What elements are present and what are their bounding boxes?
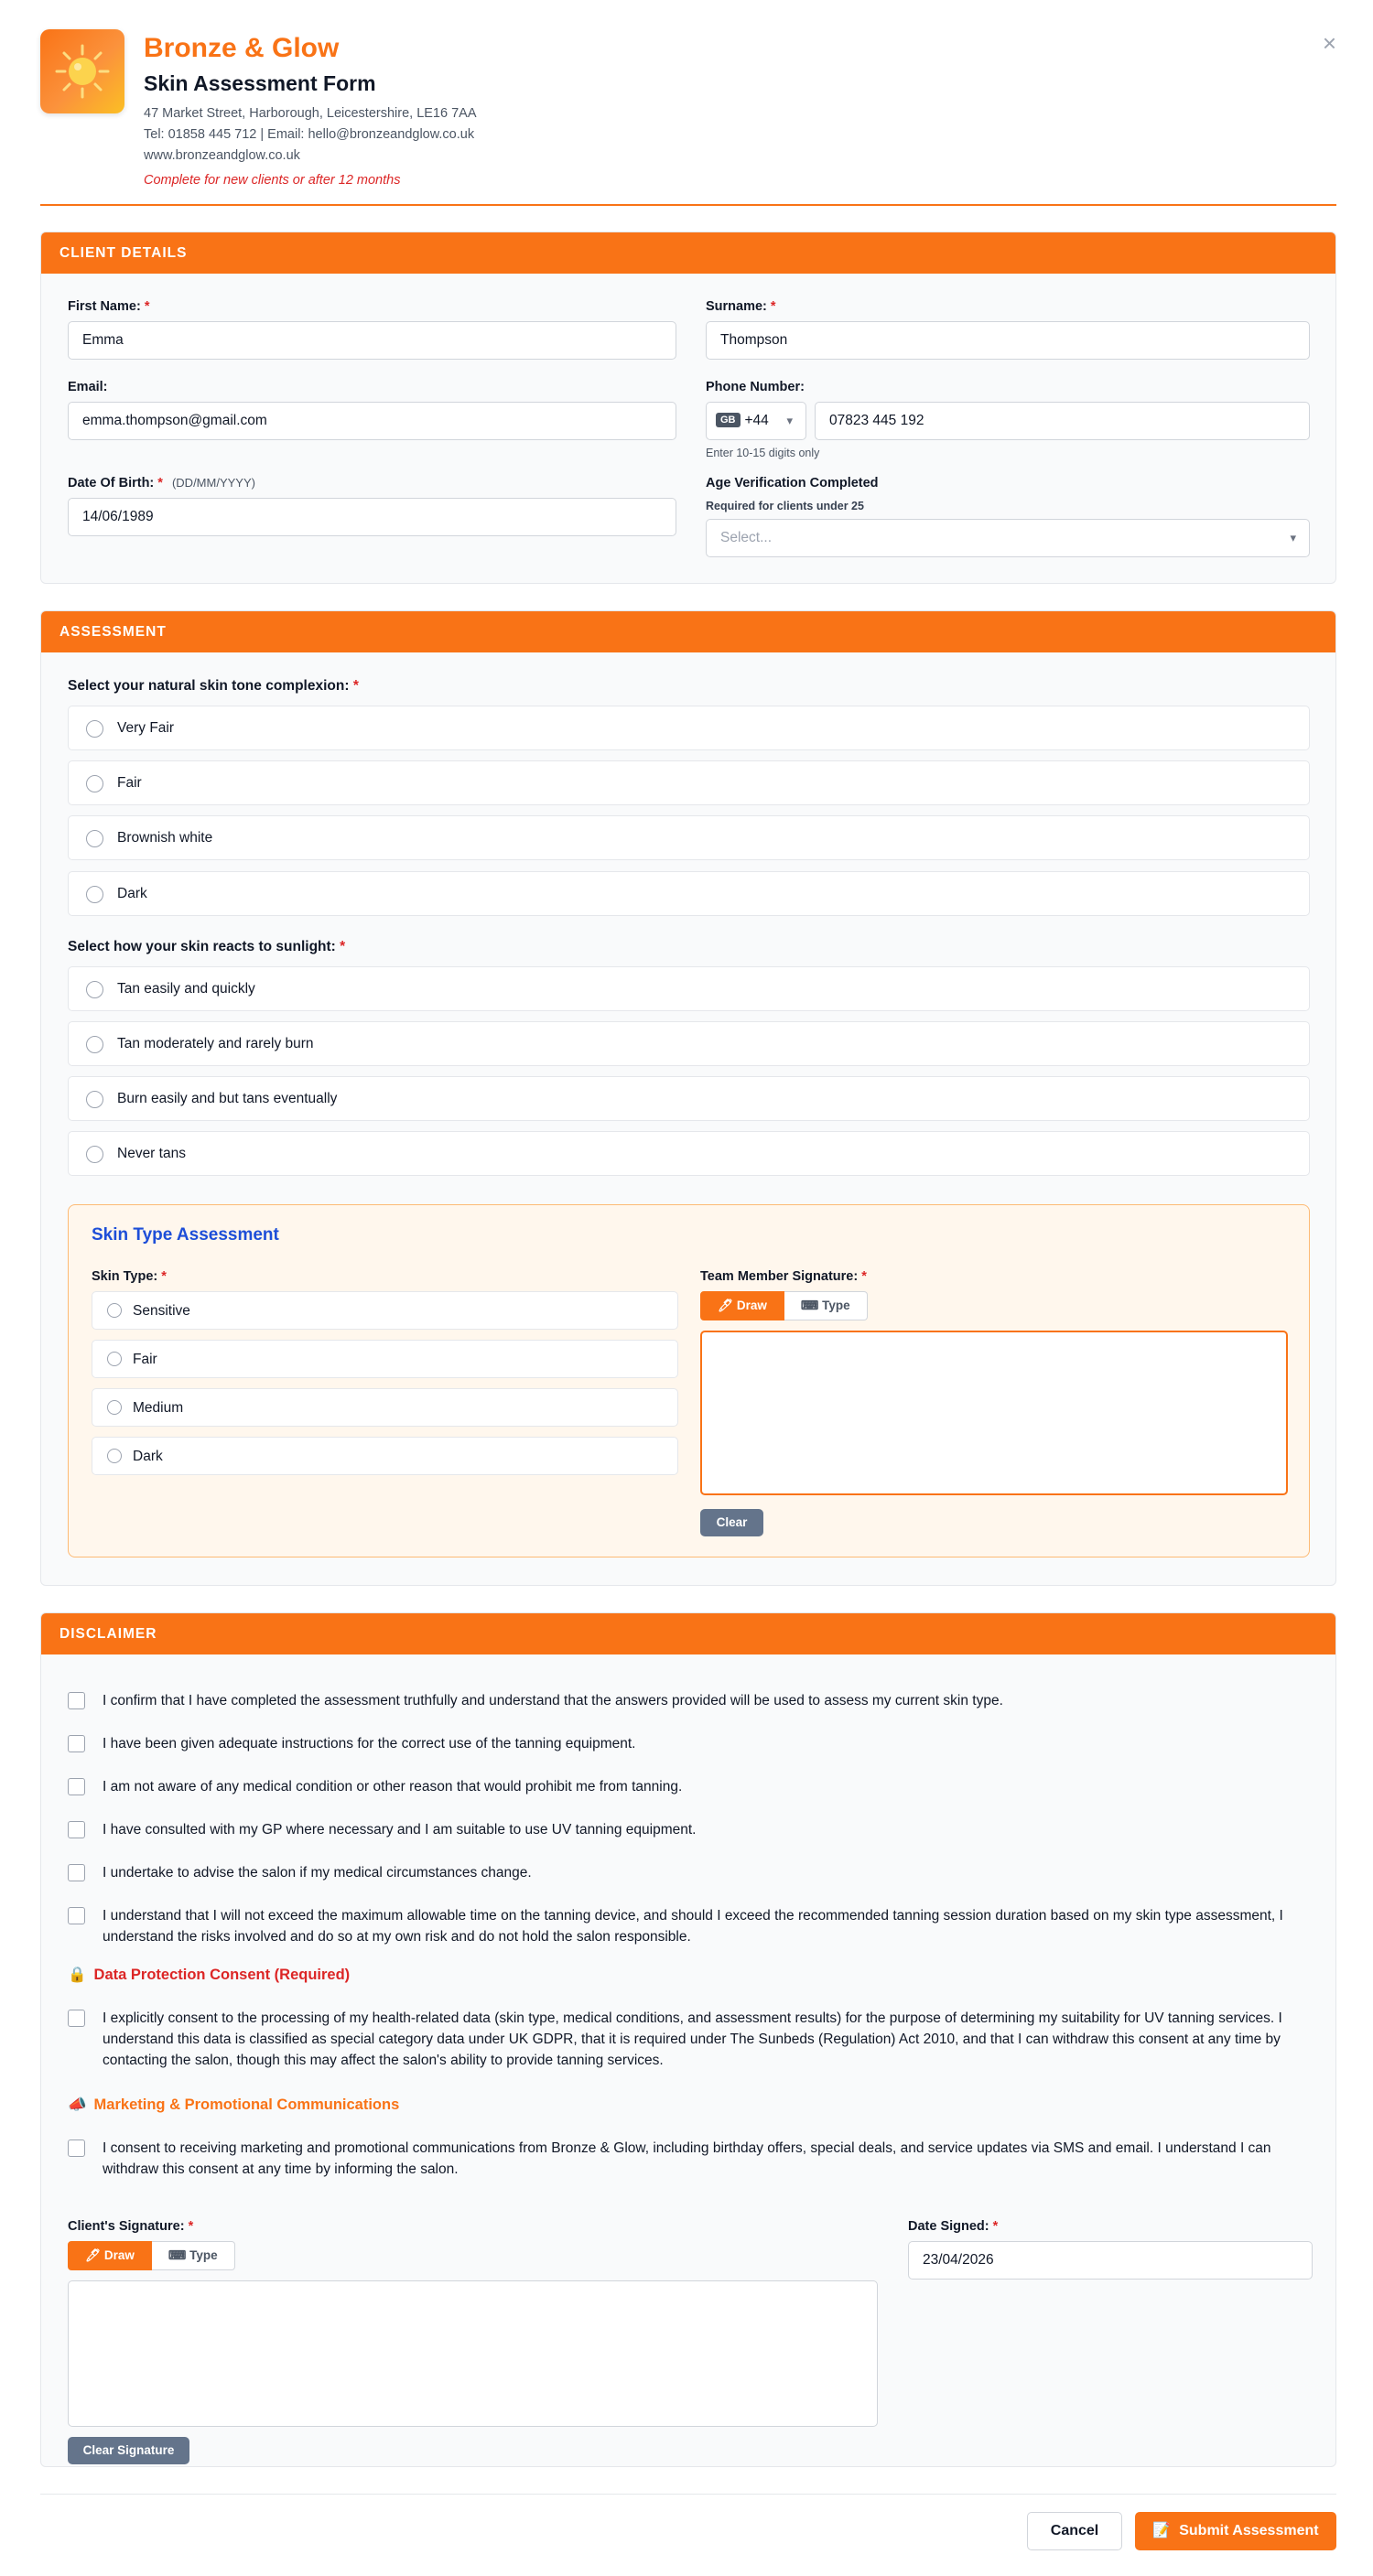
option-label: Medium (133, 1400, 184, 1416)
statement-text: I understand that I will not exceed the maximum allowable time on the tanning device, and should I exceed the recommended tanning session duration based on my skin type assessment, I understand the risks involved and do so at my own risk and do not hold the salon responsible. (103, 1908, 1283, 1945)
page-title: Skin Assessment Form (144, 71, 376, 95)
skin-type-label: Skin Type: * (92, 1269, 167, 1284)
sunlight-option[interactable] (68, 966, 1310, 1011)
dial-code: +44 (744, 413, 769, 428)
salon-contact: Tel: 01858 445 712 | Email: hello@bronzeandglow.co.uk (144, 127, 475, 142)
sunlight-option[interactable] (68, 1021, 1310, 1066)
submit-label: Submit Assessment (1179, 2523, 1319, 2538)
country-badge: GB (716, 413, 741, 427)
date-signed-input[interactable]: 23/04/2026 (908, 2241, 1313, 2280)
client-details-section (40, 232, 1336, 584)
checkbox[interactable] (68, 2139, 85, 2157)
radio-button[interactable] (86, 720, 103, 738)
option-label: Tan moderately and rarely burn (117, 1036, 314, 1051)
megaphone-icon: 📣 (68, 2096, 87, 2113)
radio-button[interactable] (86, 830, 103, 847)
data-protection-heading: 🔒 Data Protection Consent (Required) (68, 1967, 351, 1983)
radio-button[interactable] (107, 1352, 122, 1366)
team-signature-tabs (700, 1291, 868, 1320)
clear-team-signature-button[interactable]: Clear (700, 1509, 763, 1536)
client-signature-tabs (68, 2241, 235, 2270)
statement-text: I confirm that I have completed the assessment truthfully and understand that the answers provided will be used to assess my current skin type. (103, 1693, 1003, 1708)
age-verification-hint: Required for clients under 25 (706, 500, 864, 512)
sun-icon (53, 42, 112, 101)
assessment-heading: ASSESSMENT (41, 611, 1335, 652)
checkbox[interactable] (68, 1907, 85, 1924)
skin-type-option[interactable] (92, 1291, 678, 1330)
form-page (40, 27, 1336, 2538)
client-signature-pad[interactable] (68, 2280, 878, 2427)
draw-tab[interactable]: 🖊 Draw (700, 1291, 784, 1320)
option-label: Fair (117, 775, 142, 791)
sunlight-option[interactable] (68, 1076, 1310, 1121)
skin-type-assessment-box (68, 1204, 1310, 1557)
salon-address: 47 Market Street, Harborough, Leicestershire, LE16 7AA (144, 106, 477, 121)
skin-type-option[interactable] (92, 1388, 678, 1427)
lock-icon: 🔒 (68, 1967, 87, 1983)
email-input[interactable]: emma.thompson@gmail.com (68, 402, 676, 440)
disclaimer-heading: DISCLAIMER (41, 1613, 1335, 1654)
statement-text: I undertake to advise the salon if my medical circumstances change. (103, 1865, 532, 1881)
dob-label: Date Of Birth: * (DD/MM/YYYY) (68, 476, 255, 490)
form-header (40, 27, 1336, 206)
radio-button[interactable] (86, 1091, 103, 1108)
statement-text: I have been given adequate instructions for the correct use of the tanning equipment. (103, 1736, 636, 1751)
brand-logo (40, 29, 124, 113)
team-signature-label: Team Member Signature: * (700, 1269, 867, 1284)
option-label: Dark (117, 886, 147, 901)
radio-button[interactable] (107, 1449, 122, 1463)
surname-label: Surname: * (706, 299, 776, 314)
phone-input[interactable]: 07823 445 192 (815, 402, 1310, 440)
age-verification-select[interactable] (706, 519, 1310, 557)
checkbox[interactable] (68, 1821, 85, 1838)
date-signed-label: Date Signed: * (908, 2219, 999, 2234)
surname-input[interactable]: Thompson (706, 321, 1310, 360)
team-signature-pad[interactable] (700, 1331, 1288, 1495)
client-signature-label: Client's Signature: * (68, 2219, 194, 2234)
email-label: Email: (68, 380, 108, 394)
option-label: Very Fair (117, 720, 175, 736)
complexion-option[interactable] (68, 706, 1310, 750)
memo-icon: 📝 (1152, 2523, 1172, 2538)
radio-button[interactable] (86, 775, 103, 792)
submit-assessment-button[interactable] (1135, 2512, 1336, 2550)
radio-button[interactable] (86, 886, 103, 903)
radio-button[interactable] (86, 1146, 103, 1163)
phone-label: Phone Number: (706, 380, 805, 394)
complexion-option[interactable] (68, 871, 1310, 916)
draw-tab[interactable]: 🖊 Draw (68, 2241, 152, 2270)
option-label: Never tans (117, 1146, 186, 1161)
complexion-option[interactable] (68, 760, 1310, 805)
type-tab[interactable]: ⌨ Type (152, 2241, 235, 2270)
marketing-heading: 📣 Marketing & Promotional Communications (68, 2096, 400, 2113)
consent-text: I consent to receiving marketing and promotional communications from Bronze & Glow, including birthday offers, special deals, and service updates via SMS and email. I understand I can withdraw this consent at any time by informing the salon. (103, 2140, 1271, 2177)
footer-divider (40, 2494, 1336, 2495)
option-label: Brownish white (117, 830, 213, 846)
consent-text: I explicitly consent to the processing of my health-related data (skin type, medical conditions, and assessment results) for the purpose of determining my suitability for UV tanning services. I understand this data is classified as special category data under UK GDPR, that it is required under The Sunbeds (Regulation) Act 2010, and that I can withdraw this consent at any time by contacting the salon, though this may affect the salon's ability to provide tanning services. (103, 2010, 1282, 2068)
checkbox[interactable] (68, 1778, 85, 1795)
salon-website: www.bronzeandglow.co.uk (144, 148, 300, 163)
statement-text: I have consulted with my GP where necessary and I am suitable to use UV tanning equipment. (103, 1822, 697, 1838)
first-name-label: First Name: * (68, 299, 150, 314)
skin-type-option[interactable] (92, 1437, 678, 1475)
cancel-button[interactable]: Cancel (1027, 2512, 1122, 2550)
brand-name: Bronze & Glow (144, 33, 340, 63)
sunlight-option[interactable] (68, 1131, 1310, 1176)
form-note: Complete for new clients or after 12 months (144, 173, 401, 188)
country-code-select[interactable] (706, 402, 806, 440)
option-label: Burn easily and but tans eventually (117, 1091, 338, 1106)
assessment-section (40, 610, 1336, 1586)
chevron-down-icon: ▾ (1290, 531, 1296, 544)
checkbox[interactable] (68, 1735, 85, 1752)
complexion-question: Select your natural skin tone complexion: * (68, 678, 359, 694)
skin-type-option[interactable] (92, 1340, 678, 1378)
statement-text: I am not aware of any medical condition or other reason that would prohibit me from tanning. (103, 1779, 683, 1795)
age-verification-placeholder: Select... (720, 530, 772, 545)
option-label: Tan easily and quickly (117, 981, 255, 997)
disclaimer-section (40, 1612, 1336, 2467)
checkbox[interactable] (68, 1864, 85, 1881)
checkbox[interactable] (68, 2010, 85, 2027)
radio-button[interactable] (107, 1303, 122, 1318)
sunlight-question: Select how your skin reacts to sunlight: * (68, 939, 346, 954)
option-label: Fair (133, 1352, 157, 1367)
age-verification-label: Age Verification Completed (706, 476, 879, 490)
option-label: Sensitive (133, 1303, 190, 1319)
option-label: Dark (133, 1449, 163, 1464)
first-name-input[interactable]: Emma (68, 321, 676, 360)
type-tab[interactable]: ⌨ Type (784, 1291, 868, 1320)
client-details-heading: CLIENT DETAILS (41, 232, 1335, 274)
radio-button[interactable] (107, 1400, 122, 1415)
radio-button[interactable] (86, 1036, 103, 1053)
radio-button[interactable] (86, 981, 103, 998)
dob-input[interactable]: 14/06/1989 (68, 498, 676, 536)
complexion-option[interactable] (68, 815, 1310, 860)
checkbox[interactable] (68, 1692, 85, 1709)
clear-signature-button[interactable]: Clear Signature (68, 2437, 189, 2464)
phone-hint: Enter 10-15 digits only (706, 447, 820, 459)
chevron-down-icon: ▾ (786, 414, 793, 427)
close-icon[interactable]: × (1322, 29, 1336, 57)
skin-type-title: Skin Type Assessment (92, 1225, 279, 1245)
